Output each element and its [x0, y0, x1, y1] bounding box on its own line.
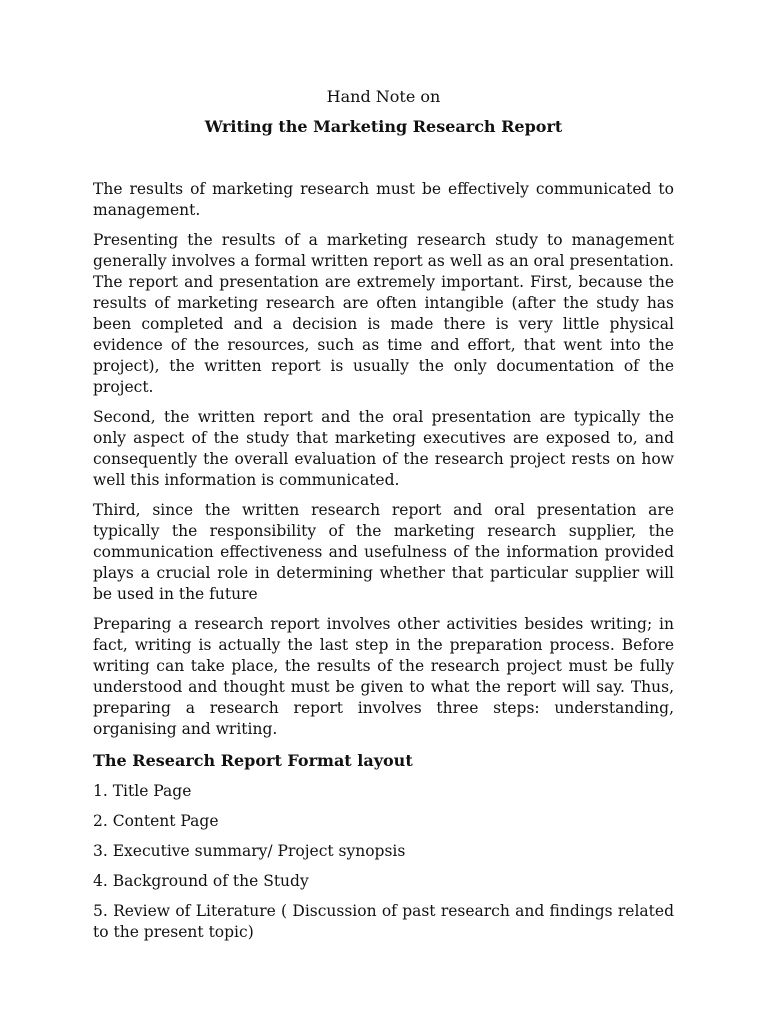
list-item: 5. Review of Literature ( Discussion of past research and findings related to the present topic) — [93, 902, 674, 941]
paragraph-preparing-report: Preparing a research report involves other activities besides writing; in fact, writing is actually the last step in the preparation process. Before writing can take place, the results of the research project must be fully understood and thought must be given to what the report will say. Thus, preparing a research report involves three steps: understanding, organising and writing. — [93, 615, 674, 738]
paragraph-intro: The results of marketing research must be effectively communicated to management. — [93, 180, 674, 219]
list-item: 3. Executive summary/ Project synopsis — [93, 842, 406, 860]
document-title: Writing the Marketing Research Report — [204, 117, 563, 136]
list-item: 2. Content Page — [93, 812, 219, 830]
section-heading: The Research Report Format layout — [93, 751, 413, 770]
format-layout-list — [93, 781, 674, 943]
document-kicker: Hand Note on — [326, 87, 441, 106]
paragraph-second-point: Second, the written report and the oral presentation are typically the only aspect of the study that marketing executives are exposed to, and consequently the overall evaluation of the research project rests on how well this information is communicated. — [93, 408, 674, 489]
paragraph-third-point: Third, since the written research report and oral presentation are typically the responsibility of the marketing research supplier, the communication effectiveness and usefulness of the information provided plays a crucial role in determining whether that particular supplier will be used in the future — [93, 501, 674, 603]
paragraph-presenting-results: Presenting the results of a marketing research study to management generally involves a formal written report as well as an oral presentation. The report and presentation are extremely important. First, because the results of marketing research are often intangible (after the study has been completed and a decision is made there is very little physical evidence of the resources, such as time and effort, that went into the project), the written report is usually the only documentation of the project. — [93, 231, 674, 396]
list-item: 4. Background of the Study — [93, 872, 309, 890]
list-item: 1. Title Page — [93, 782, 192, 800]
